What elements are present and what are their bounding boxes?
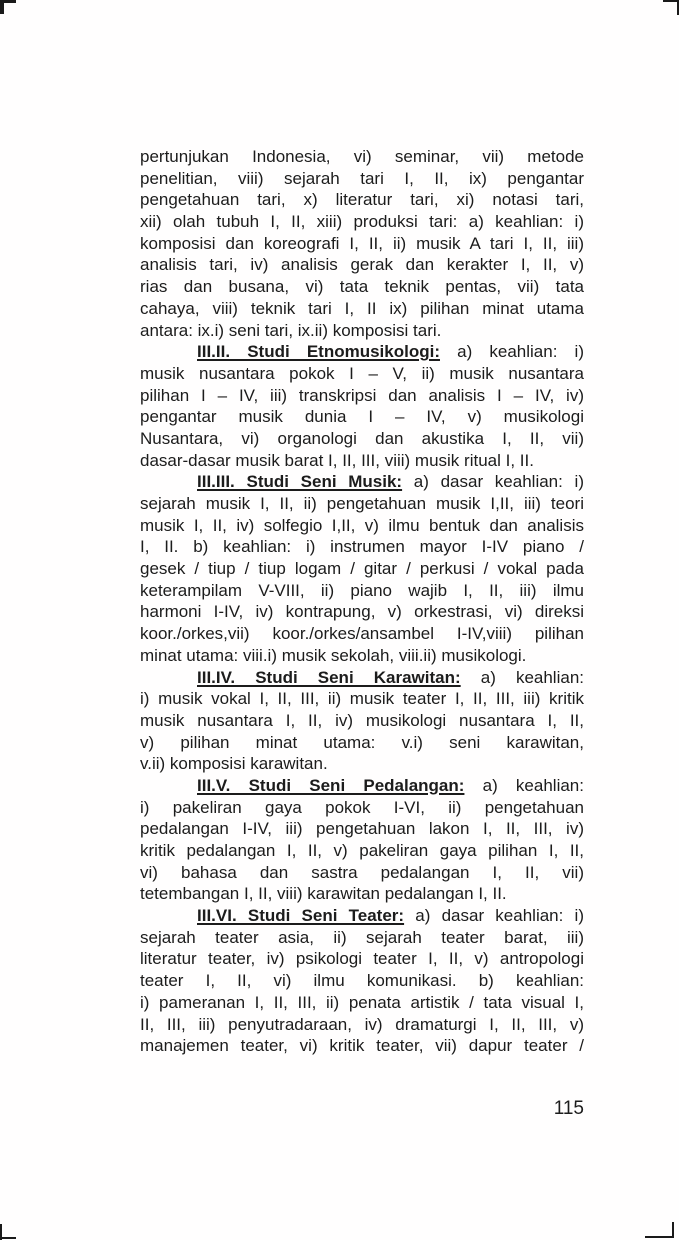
text-line bbox=[140, 363, 584, 385]
text-run: keterampilam V-VIII, ii) piano wajib I, II, iii) ilmu bbox=[140, 580, 584, 600]
paragraph bbox=[140, 905, 584, 1057]
text-run: musik nusantara I, II, iv) musikologi nusantara I, II, bbox=[140, 710, 584, 730]
text-run: musik I, II, iv) solfegio I,II, v) ilmu bentuk dan analisis bbox=[140, 515, 584, 535]
crop-mark-bottom-right bbox=[645, 1236, 674, 1238]
text-run: i) pameranan I, II, III, ii) penata artistik / tata visual I, bbox=[140, 992, 584, 1012]
text-line bbox=[140, 298, 584, 320]
text-line bbox=[140, 450, 584, 472]
text-line bbox=[140, 645, 584, 667]
text-run: a) dasar keahlian: i) bbox=[404, 906, 584, 926]
crop-mark-top-left bbox=[0, 0, 4, 14]
text-line bbox=[140, 580, 584, 602]
text-line-heading bbox=[140, 471, 584, 493]
text-run: analisis tari, iv) analisis gerak dan kerakter I, II, v) bbox=[140, 255, 584, 275]
text-run: v.ii) komposisi karawitan. bbox=[140, 754, 328, 774]
text-line bbox=[140, 623, 584, 645]
text-run: sejarah teater asia, ii) sejarah teater barat, iii) bbox=[140, 927, 584, 947]
text-line bbox=[140, 146, 584, 168]
text-run: pengantar musik dunia I – IV, v) musikologi bbox=[140, 407, 584, 427]
text-line bbox=[140, 710, 584, 732]
text-run: rias dan busana, vi) tata teknik pentas, vii) tata bbox=[140, 277, 584, 297]
text-run: cahaya, viii) teknik tari I, II ix) pilihan minat utama bbox=[140, 298, 584, 318]
text-run: Nusantara, vi) organologi dan akustika I, II, vii) bbox=[140, 428, 584, 448]
text-run: pengetahuan tari, x) literatur tari, xi) notasi tari, bbox=[140, 190, 584, 210]
text-line bbox=[140, 992, 584, 1014]
text-line bbox=[140, 797, 584, 819]
text-line bbox=[140, 840, 584, 862]
text-run: harmoni I-IV, iv) kontrapung, v) orkestrasi, vi) direksi bbox=[140, 602, 584, 622]
text-line bbox=[140, 406, 584, 428]
text-line bbox=[140, 818, 584, 840]
text-run: manajemen teater, vi) kritik teater, vii) dapur teater / bbox=[140, 1036, 584, 1056]
text-line bbox=[140, 1035, 584, 1057]
text-line bbox=[140, 233, 584, 255]
page-number: 115 bbox=[553, 1098, 584, 1119]
text-run: v) pilihan minat utama: v.i) seni karawitan, bbox=[140, 732, 584, 752]
text-run: minat utama: viii.i) musik sekolah, viii.ii) musikologi. bbox=[140, 645, 527, 665]
text-line bbox=[140, 558, 584, 580]
paragraph bbox=[140, 146, 584, 341]
text-run: a) keahlian: bbox=[460, 667, 584, 687]
text-run: pedalangan I-IV, iii) pengetahuan lakon I, II, III, iv) bbox=[140, 819, 584, 839]
text-run: penelitian, viii) sejarah tari I, II, ix) pengantar bbox=[140, 168, 584, 188]
text-line bbox=[140, 515, 584, 537]
text-line bbox=[140, 320, 584, 342]
text-line-heading bbox=[140, 341, 584, 363]
text-line bbox=[140, 168, 584, 190]
text-line bbox=[140, 385, 584, 407]
crop-mark-bottom-left bbox=[0, 1237, 16, 1239]
section-heading: III.VI. Studi Seni Teater: bbox=[197, 906, 405, 926]
text-run: a) dasar keahlian: i) bbox=[402, 472, 584, 492]
section-heading: III.IV. Studi Seni Karawitan: bbox=[197, 667, 461, 687]
text-run: vi) bahasa dan sastra pedalangan I, II, vii) bbox=[140, 862, 584, 882]
section-heading: III.II. Studi Etnomusikologi: bbox=[197, 342, 440, 362]
text-line bbox=[140, 732, 584, 754]
text-line bbox=[140, 536, 584, 558]
text-line bbox=[140, 688, 584, 710]
text-run: antara: ix.i) seni tari, ix.ii) komposisi tari. bbox=[140, 320, 442, 340]
section-heading: III.III. Studi Seni Musik: bbox=[197, 472, 403, 492]
text-run: I, II. b) keahlian: i) instrumen mayor I-IV piano / bbox=[140, 537, 584, 557]
text-line bbox=[140, 970, 584, 992]
text-run: gesek / tiup / tiup logam / gitar / perkusi / vokal pada bbox=[140, 559, 584, 579]
text-run: i) pakeliran gaya pokok I-VI, ii) pengetahuan bbox=[140, 797, 584, 817]
text-run: musik nusantara pokok I – V, ii) musik nusantara bbox=[140, 363, 584, 383]
text-run: koor./orkes,vii) koor./orkes/ansambel I-IV,viii) pilihan bbox=[140, 624, 584, 644]
crop-mark-bottom-right bbox=[672, 1222, 674, 1238]
text-line bbox=[140, 948, 584, 970]
text-run: teater I, II, vi) ilmu komunikasi. b) keahlian: bbox=[140, 971, 584, 991]
text-run: pilihan I – IV, iii) transkripsi dan analisis I – IV, iv) bbox=[140, 385, 584, 405]
text-run: komposisi dan koreografi I, II, ii) musik A tari I, II, iii) bbox=[140, 233, 584, 253]
text-run: kritik pedalangan I, II, v) pakeliran gaya pilihan I, II, bbox=[140, 841, 584, 860]
text-run: a) keahlian: bbox=[464, 775, 584, 795]
text-line bbox=[140, 493, 584, 515]
text-run: dasar-dasar musik barat I, II, III, viii) musik ritual I, II. bbox=[140, 450, 534, 470]
text-line bbox=[140, 883, 584, 905]
text-run: II, III, iii) penyutradaraan, iv) dramaturgi I, II, III, v) bbox=[140, 1014, 584, 1034]
section-heading: III.V. Studi Seni Pedalangan: bbox=[197, 775, 465, 795]
text-line bbox=[140, 753, 584, 775]
text-line bbox=[140, 254, 584, 276]
paragraph bbox=[140, 471, 584, 666]
text-line bbox=[140, 276, 584, 298]
crop-mark-bottom-left bbox=[0, 1224, 2, 1240]
text-run: xii) olah tubuh I, II, xiii) produksi tari: a) keahlian: i) bbox=[140, 212, 584, 232]
paragraph bbox=[140, 341, 584, 471]
text-line-heading bbox=[140, 905, 584, 927]
text-run: literatur teater, iv) psikologi teater I, II, v) antropologi bbox=[140, 949, 584, 969]
text-run: a) keahlian: i) bbox=[439, 342, 584, 362]
text-line bbox=[140, 862, 584, 884]
paragraph bbox=[140, 775, 584, 905]
text-line bbox=[140, 927, 584, 949]
text-run: sejarah musik I, II, ii) pengetahuan musik I,II, iii) teori bbox=[140, 494, 584, 513]
paragraph bbox=[140, 667, 584, 775]
text-line bbox=[140, 189, 584, 211]
text-line bbox=[140, 1014, 584, 1036]
text-line bbox=[140, 211, 584, 233]
text-line bbox=[140, 601, 584, 623]
text-run: tetembangan I, II, viii) karawitan pedalangan I, II. bbox=[140, 884, 507, 904]
text-line-heading bbox=[140, 775, 584, 797]
text-line bbox=[140, 428, 584, 450]
text-run: pertunjukan Indonesia, vi) seminar, vii) metode bbox=[140, 147, 584, 166]
text-run: i) musik vokal I, II, III, ii) musik teater I, II, III, iii) kritik bbox=[140, 689, 584, 709]
page-text bbox=[140, 146, 584, 1057]
text-line-heading bbox=[140, 667, 584, 689]
